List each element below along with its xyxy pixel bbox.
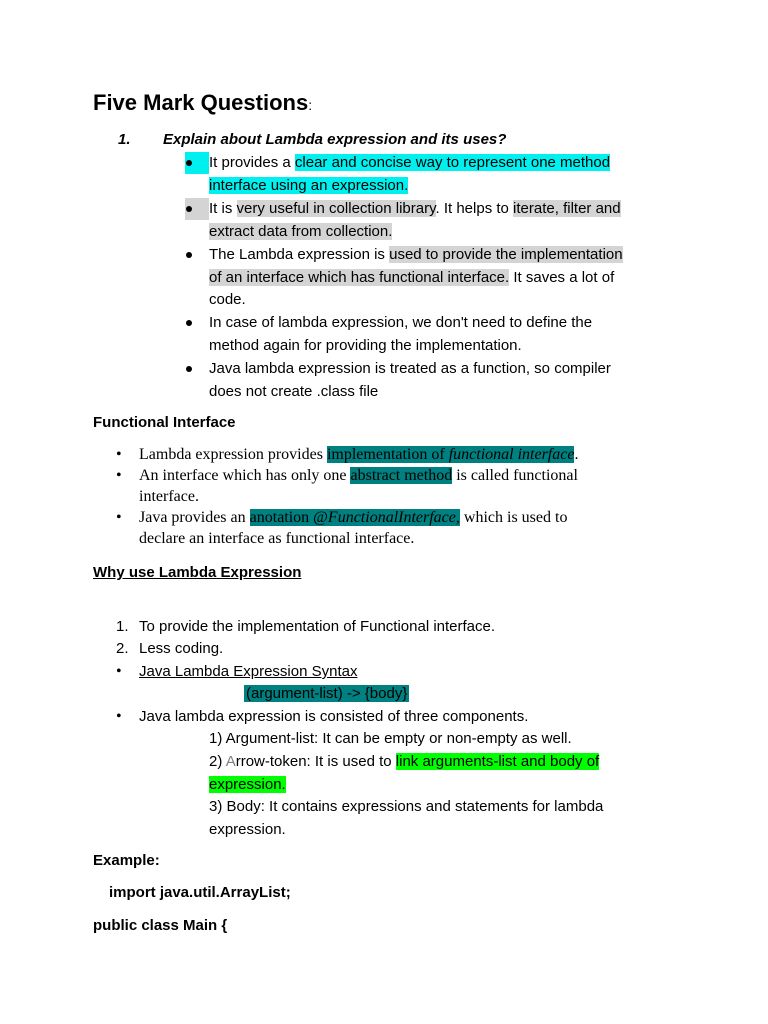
component-2-highlight: link arguments-list and body of [395,753,600,770]
syntax-code [244,683,409,706]
component-3-line2: expression. [209,820,286,838]
fi-item-3-highlight-b: FunctionalInterface [327,509,456,526]
uses-item-1-pre: It provides a [209,154,295,171]
fi-item-1-pre: Lambda expression provides [139,446,327,463]
component-2-pre: 2) [209,753,226,770]
example-label: Example: [93,852,160,869]
code-class-line: public class Main { [93,917,228,934]
question-text: Explain about Lambda expression and its uses? [163,131,507,148]
bullet-icon [186,366,192,372]
component-3-line1: 3) Body: It contains expressions and statements for lambda [209,798,604,815]
page-title-colon: : [308,97,313,113]
fi-item-2-pre: An interface which has only one [139,467,351,484]
uses-item-4-line2: method again for providing the implementation. [209,336,522,354]
fi-item-3-line2: declare an interface as functional interface. [139,530,415,547]
fi-item-2 [139,465,659,507]
fi-item-1-post: . [574,446,579,463]
bullet-icon: • [116,467,122,484]
uses-item-5-line2: does not create .class file [209,382,379,400]
fi-item-3-highlight [250,509,460,526]
uses-item-5-line1: Java lambda expression is treated as a function, so compiler [209,360,611,377]
fi-item-1-highlight-a: implementation of [326,446,449,463]
uses-item-3-post: It saves a lot of [509,268,615,286]
bullet-icon: • [116,446,122,463]
uses-item-2-pre: It is [209,200,237,217]
component-1: 1) Argument-list: It can be empty or non-empty as well. [209,730,572,747]
fi-item-3-highlight-a: anotation @ [249,509,328,526]
fi-item-1 [139,444,659,465]
why-item-2-number: 2. [116,640,129,657]
components-intro: Java lambda expression is consisted of three components. [139,708,529,725]
bullet-icon [186,320,192,326]
question-number: 1. [118,131,131,148]
fi-item-2-highlight: abstract method [350,467,453,484]
uses-item-2-highlight: very useful in collection library [236,200,436,217]
uses-item-3-highlight-2: of an interface which has functional interface. [209,268,510,286]
uses-item-1-highlight: clear and concise way to represent one method [294,154,611,171]
uses-item-3 [209,244,689,312]
uses-item-4-line1: In case of lambda expression, we don't need to define the [209,314,593,331]
fi-item-2-line2: interface. [139,488,199,505]
bullet-icon: • [116,708,122,725]
bullet-icon [186,252,192,258]
uses-item-5 [209,358,689,403]
fi-item-2-post: is called functional [452,467,578,484]
why-item-1: To provide the implementation of Functional interface. [139,618,496,635]
bullet-icon [186,160,192,166]
uses-item-2-mid: . It helps to [435,200,514,217]
page-title-text: Five Mark Questions [93,90,309,115]
fi-item-3-post: which is used to [459,509,568,526]
uses-item-3-line3: code. [209,291,246,308]
syntax-code-text: (argument-list) -> {body} [246,685,408,702]
uses-item-1-highlight-2: interface using an expression. [209,176,409,194]
fi-item-3 [139,507,659,549]
uses-item-4 [209,312,689,357]
functional-interface-heading: Functional Interface [93,414,236,431]
bullet-icon: • [116,509,122,526]
component-2-letter: A [225,753,236,770]
uses-item-3-pre: The Lambda expression is [209,246,390,263]
code-import-line: import java.util.ArrayList; [109,884,291,901]
uses-item-2 [209,198,689,243]
why-heading: Why use Lambda Expression [93,564,302,581]
component-3 [209,796,669,841]
fi-item-3-pre: Java provides an [139,509,250,526]
syntax-title: Java Lambda Expression Syntax [139,663,358,680]
uses-item-1 [209,152,679,197]
fi-item-1-highlight-b: functional interface [448,446,575,463]
uses-item-2-highlight-2: iterate, filter and [513,200,621,217]
fi-item-1-highlight [327,446,575,463]
fi-item-3-highlight-c: , [455,509,460,526]
bullet-icon: • [116,663,122,680]
bullet-icon [186,206,192,212]
page-title [93,88,312,120]
why-item-1-number: 1. [116,618,129,635]
component-2 [209,751,669,796]
why-item-2: Less coding. [139,640,224,657]
component-2-mid: rrow-token: It is used to [235,753,396,770]
uses-item-3-highlight: used to provide the implementation [389,246,623,263]
component-2-highlight-2: expression. [209,775,286,793]
uses-item-2-highlight-3: extract data from collection. [209,222,393,240]
